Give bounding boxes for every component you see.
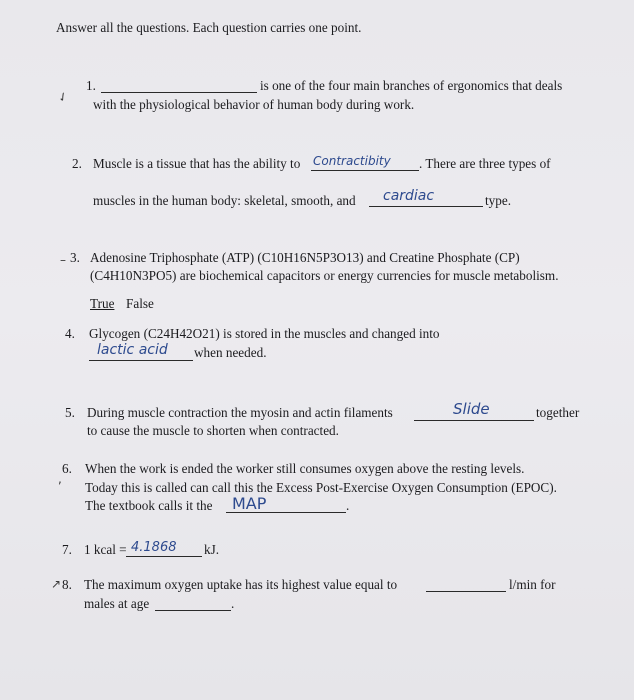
q6-text-end: . [346,498,350,513]
q8-answer-blank-1[interactable] [426,591,506,592]
q2-answer-blank-1 [311,170,419,171]
q3-number: 3. [70,250,80,265]
q7-answer-blank [126,556,202,557]
tick-mark: , [58,472,62,486]
q4-answer-blank [89,360,193,361]
q8-text-b: l/min for [509,577,556,592]
q4-answer-lactic-acid[interactable]: lactic acid [97,342,168,358]
q2-text-c: muscles in the human body: skeletal, smooth, and [93,193,356,208]
q1-text-line2: with the physiological behavior of human body during work. [93,97,415,112]
q8-text-line2: males at age [84,596,150,611]
q6-text-line1: When the work is ended the worker still consumes oxygen above the resting levels. [85,461,525,476]
q4-number: 4. [65,326,75,341]
q3-text-line1: Adenosine Triphosphate (ATP) (C10H16N5P3O13) and Creatine Phosphate (CP) [90,250,520,265]
q7-text-a: 1 kcal = [84,542,127,557]
q5-number: 5. [65,405,75,420]
q8-text-a: The maximum oxygen uptake has its highest value equal to [84,577,398,592]
q8-text-end: . [231,596,235,611]
q3-text-line2: (C4H10N3PO5) are biochemical capacitors or energy currencies for muscle metabolism. [90,268,559,283]
q6-text-line3: The textbook calls it the [85,498,213,513]
instructions: Answer all the questions. Each question carries one point. [56,20,362,35]
q2-text-a: Muscle is a tissue that has the ability to [93,156,301,171]
q7-answer-4-1868[interactable]: 4.1868 [131,540,177,555]
q1-answer-blank[interactable] [101,92,257,93]
q5-text-line2: to cause the muscle to shorten when contracted. [87,423,339,438]
q7-number: 7. [62,542,72,557]
q6-number: 6. [62,461,72,476]
q8-answer-blank-2[interactable] [155,610,231,611]
q7-text-b: kJ. [204,542,220,557]
q2-text-d: type. [485,193,512,208]
q6-answer-map[interactable]: MAP [232,494,267,513]
q2-number: 2. [72,156,82,171]
q5-answer-slide[interactable]: Slide [453,400,490,418]
dash-mark: – [60,253,66,267]
q6-text-line2: Today this is called can call this the Excess Post-Exercise Oxygen Consumption (EPOC). [85,480,557,495]
q5-answer-blank [414,420,534,421]
check-mark-icon: ✓ [55,88,71,106]
q4-text-line1: Glycogen (C24H42O21) is stored in the muscles and changed into [89,326,440,341]
q8-number: 8. [62,577,72,592]
q2-answer-cardiac[interactable]: cardiac [383,188,435,204]
q1-text-line1: is one of the four main branches of ergonomics that deals [260,78,563,93]
q6-answer-blank [226,512,346,513]
q5-text-b: together [536,405,580,420]
q3-option-false[interactable]: False [126,296,154,311]
q5-text-a: During muscle contraction the myosin and actin filaments [87,405,393,420]
q3-option-true[interactable]: True [90,296,115,311]
q2-answer-contractility[interactable]: Contractibity [313,154,391,168]
q2-text-b: . There are three types of [419,156,551,171]
check-mark-icon-q8: ↗ [51,577,62,591]
q2-answer-blank-2 [369,206,483,207]
q1-number: 1. [86,78,96,93]
q4-text-line2: when needed. [194,345,267,360]
